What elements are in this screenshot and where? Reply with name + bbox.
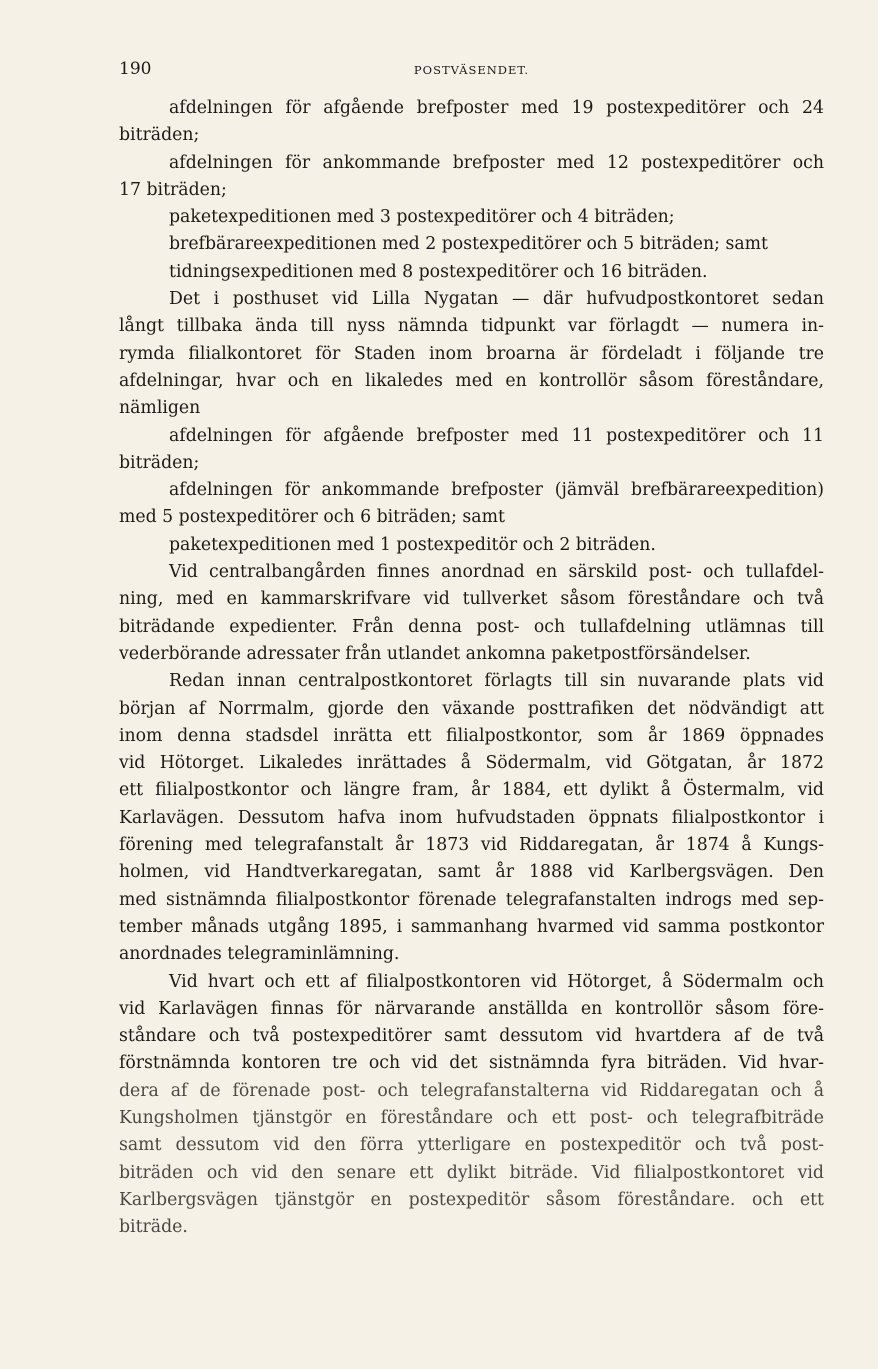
text-line: inom denna stadsdel inrätta ett filialpostkontor, som år 1869 öppnades <box>119 725 824 746</box>
text-line: vid Karlavägen finnas för närvarande anställda en kontrollör såsom före- <box>119 998 824 1019</box>
text-line: Vid centralbangården finnes anordnad en särskild post- och tullafdel- <box>169 562 824 583</box>
text-line: långt tillbaka ända till nyss nämnda tidpunkt var förlagdt — numera in- <box>119 316 824 337</box>
text-line: afdelningen för ankommande brefposter med 12 postexpeditörer och <box>169 152 824 173</box>
text-line: tember månads utgång 1895, i sammanhang hvarmed vid samma postkontor <box>119 916 824 937</box>
text-line: Vid hvart och ett af filialpostkontoren vid Hötorget, å Södermalm och <box>169 971 824 992</box>
running-title: POSTVÄSENDET. <box>413 63 530 77</box>
text-line: ståndare och två postexpeditörer samt dessutom vid hvartdera af de två <box>119 1026 824 1047</box>
text-line: dera af de förenade post- och telegrafanstalterna vid Riddaregatan och å <box>119 1080 824 1101</box>
text-line: vid Hötorget. Likaledes inrättades å Södermalm, vid Götgatan, år 1872 <box>119 753 824 774</box>
text-line: Det i posthuset vid Lilla Nygatan — där hufvudpostkontoret sedan <box>169 289 824 310</box>
text-line: Karlavägen. Dessutom hafva inom hufvudstaden öppnats filialpostkontor i <box>119 807 824 828</box>
text-line: 17 biträden; <box>119 179 227 200</box>
text-line: med sistnämnda filialpostkontor förenade telegrafanstalten indrogs med sep- <box>119 889 824 910</box>
text-line: vederbörande adressater från utlandet ankomna paketpostförsändelser. <box>119 643 751 664</box>
text-line: samt dessutom vid den förra ytterligare en postexpeditör och två post- <box>119 1135 824 1156</box>
text-line: biträdande expedienter. Från denna post- och tullafdelning utlämnas till <box>119 616 824 637</box>
text-line: afdelningen för afgående brefposter med 19 postexpeditörer och 24 <box>169 98 824 118</box>
text-line: afdelningen för ankommande brefposter (jämväl brefbärareexpedition) <box>169 480 824 501</box>
text-line: förstnämnda kontoren tre och vid det sistnämnda fyra biträden. Vid hvar- <box>119 1053 824 1074</box>
text-line: Kungsholmen tjänstgör en föreståndare och ett post- och telegrafbiträde <box>119 1107 824 1128</box>
body-text <box>119 95 824 1241</box>
running-head <box>119 58 824 82</box>
text-line: ett filialpostkontor och längre fram, år 1884, ett dylikt å Östermalm, vid <box>119 780 824 801</box>
text-line: brefbärareexpeditionen med 2 postexpeditörer och 5 biträden; samt <box>169 234 768 255</box>
text-line: holmen, vid Handtverkaregatan, samt år 1888 vid Karlbergsvägen. Den <box>119 862 824 883</box>
page-number: 190 <box>119 59 152 79</box>
text-line: ning, med en kammarskrifvare vid tullverket såsom föreståndare och två <box>119 589 824 610</box>
text-line: med 5 postexpeditörer och 6 biträden; samt <box>119 507 505 528</box>
text-line: afdelningen för afgående brefposter med 11 postexpeditörer och 11 <box>169 425 824 446</box>
text-line: förening med telegrafanstalt år 1873 vid Riddaregatan, år 1874 å Kungs- <box>119 835 824 856</box>
text-line: början af Norrmalm, gjorde den växande posttrafiken det nödvändigt att <box>119 698 824 719</box>
text-line: biträden och vid den senare ett dylikt biträde. Vid filialpostkontoret vid <box>119 1162 824 1183</box>
text-line: Karlbergsvägen tjänstgör en postexpeditör såsom föreståndare. och ett <box>119 1189 824 1210</box>
text-line: anordnades telegraminlämning. <box>119 944 400 965</box>
text-line: Redan innan centralpostkontoret förlagts till sin nuvarande plats vid <box>169 671 824 692</box>
text-line: biträde. <box>119 1217 188 1238</box>
text-line: biträden; <box>119 125 200 146</box>
text-line: tidningsexpeditionen med 8 postexpeditörer och 16 biträden. <box>169 261 708 282</box>
text-line: paketexpeditionen med 1 postexpeditör och 2 biträden. <box>169 534 656 555</box>
text-line: nämligen <box>119 398 201 419</box>
text-line: rymda filialkontoret för Staden inom broarna är fördeladt i följande tre <box>119 343 824 364</box>
text-line: afdelningar, hvar och en likaledes med en kontrollör såsom föreståndare, <box>119 370 824 391</box>
text-line: paketexpeditionen med 3 postexpeditörer och 4 biträden; <box>169 207 675 228</box>
text-line: biträden; <box>119 452 200 473</box>
